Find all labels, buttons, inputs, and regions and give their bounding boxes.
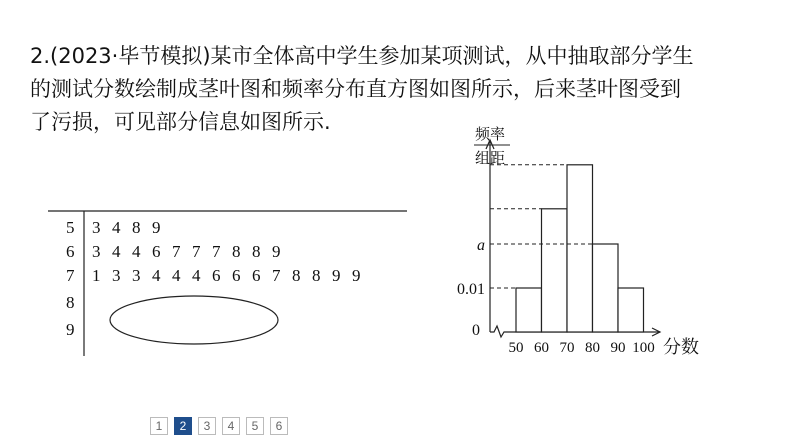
leaf-digit: 3 bbox=[92, 218, 101, 237]
y-axis-title-top: 频率 bbox=[475, 125, 506, 143]
leaf-digit: 7 bbox=[212, 242, 221, 261]
x-tick-label: 90 bbox=[610, 340, 626, 356]
leaf-digit: 9 bbox=[332, 266, 341, 285]
leaf-digit: 4 bbox=[132, 242, 141, 261]
leaf-digit: 8 bbox=[232, 242, 241, 261]
leaf-digit: 9 bbox=[272, 242, 281, 261]
leaf-digit: 6 bbox=[212, 266, 221, 285]
y-label-a: a bbox=[477, 237, 485, 254]
stem-value: 5 bbox=[66, 218, 75, 237]
x-tick-label: 60 bbox=[534, 340, 549, 356]
leaf-digit: 9 bbox=[352, 266, 361, 285]
stem-value: 6 bbox=[66, 242, 75, 261]
x-axis-title: 分数 bbox=[663, 337, 699, 358]
page-button-6[interactable]: 6 bbox=[270, 417, 288, 435]
page-navigation bbox=[150, 417, 288, 435]
leaf-digit: 8 bbox=[252, 242, 261, 261]
page-button-1[interactable]: 1 bbox=[150, 417, 168, 435]
leaf-digit: 8 bbox=[132, 218, 141, 237]
leaf-digit: 3 bbox=[92, 242, 101, 261]
problem-line-2: 的测试分数绘制成茎叶图和频率分布直方图如图所示，后来茎叶图受到 bbox=[30, 77, 681, 101]
leaf-digit: 7 bbox=[272, 266, 281, 285]
x-tick-label: 100 bbox=[632, 340, 655, 356]
leaf-digit: 3 bbox=[132, 266, 141, 285]
histogram-bar bbox=[542, 209, 568, 332]
leaf-digit: 4 bbox=[112, 242, 121, 261]
page-button-5[interactable]: 5 bbox=[246, 417, 264, 435]
leaf-digit: 4 bbox=[172, 266, 181, 285]
page-button-2[interactable]: 2 bbox=[174, 417, 192, 435]
leaf-digit: 6 bbox=[252, 266, 261, 285]
leaf-digit: 3 bbox=[112, 266, 121, 285]
leaf-digit: 4 bbox=[152, 266, 161, 285]
leaf-digit: 8 bbox=[312, 266, 321, 285]
leaf-digit: 6 bbox=[152, 242, 161, 261]
origin-label: 0 bbox=[472, 322, 480, 339]
x-tick-label: 70 bbox=[559, 340, 575, 356]
leaf-digit: 1 bbox=[92, 266, 101, 285]
x-tick-label: 50 bbox=[508, 340, 524, 356]
leaf-digit: 4 bbox=[112, 218, 121, 237]
histogram-bar bbox=[618, 288, 644, 332]
y-label-0.01: 0.01 bbox=[457, 281, 485, 298]
leaf-digit: 8 bbox=[292, 266, 301, 285]
problem-line-1: 2.(2023·毕节模拟)某市全体高中学生参加某项测试，从中抽取部分学生 bbox=[30, 44, 694, 68]
stem-value: 7 bbox=[66, 266, 75, 285]
stem-value: 8 bbox=[66, 293, 75, 312]
leaf-digit: 7 bbox=[172, 242, 181, 261]
histogram-bar bbox=[567, 165, 593, 332]
leaf-digit: 6 bbox=[232, 266, 241, 285]
leaf-digit: 4 bbox=[192, 266, 201, 285]
page-button-4[interactable]: 4 bbox=[222, 417, 240, 435]
y-axis-title-bottom: 组距 bbox=[475, 149, 506, 167]
x-tick-label: 80 bbox=[585, 340, 600, 356]
page-button-3[interactable]: 3 bbox=[198, 417, 216, 435]
stem-value: 9 bbox=[66, 320, 75, 339]
leaf-digit: 7 bbox=[192, 242, 201, 261]
leaf-digit: 9 bbox=[152, 218, 161, 237]
histogram-bar bbox=[516, 288, 542, 332]
histogram-bar bbox=[593, 244, 619, 332]
problem-line-3: 了污损，可见部分信息如图所示. bbox=[30, 110, 331, 134]
